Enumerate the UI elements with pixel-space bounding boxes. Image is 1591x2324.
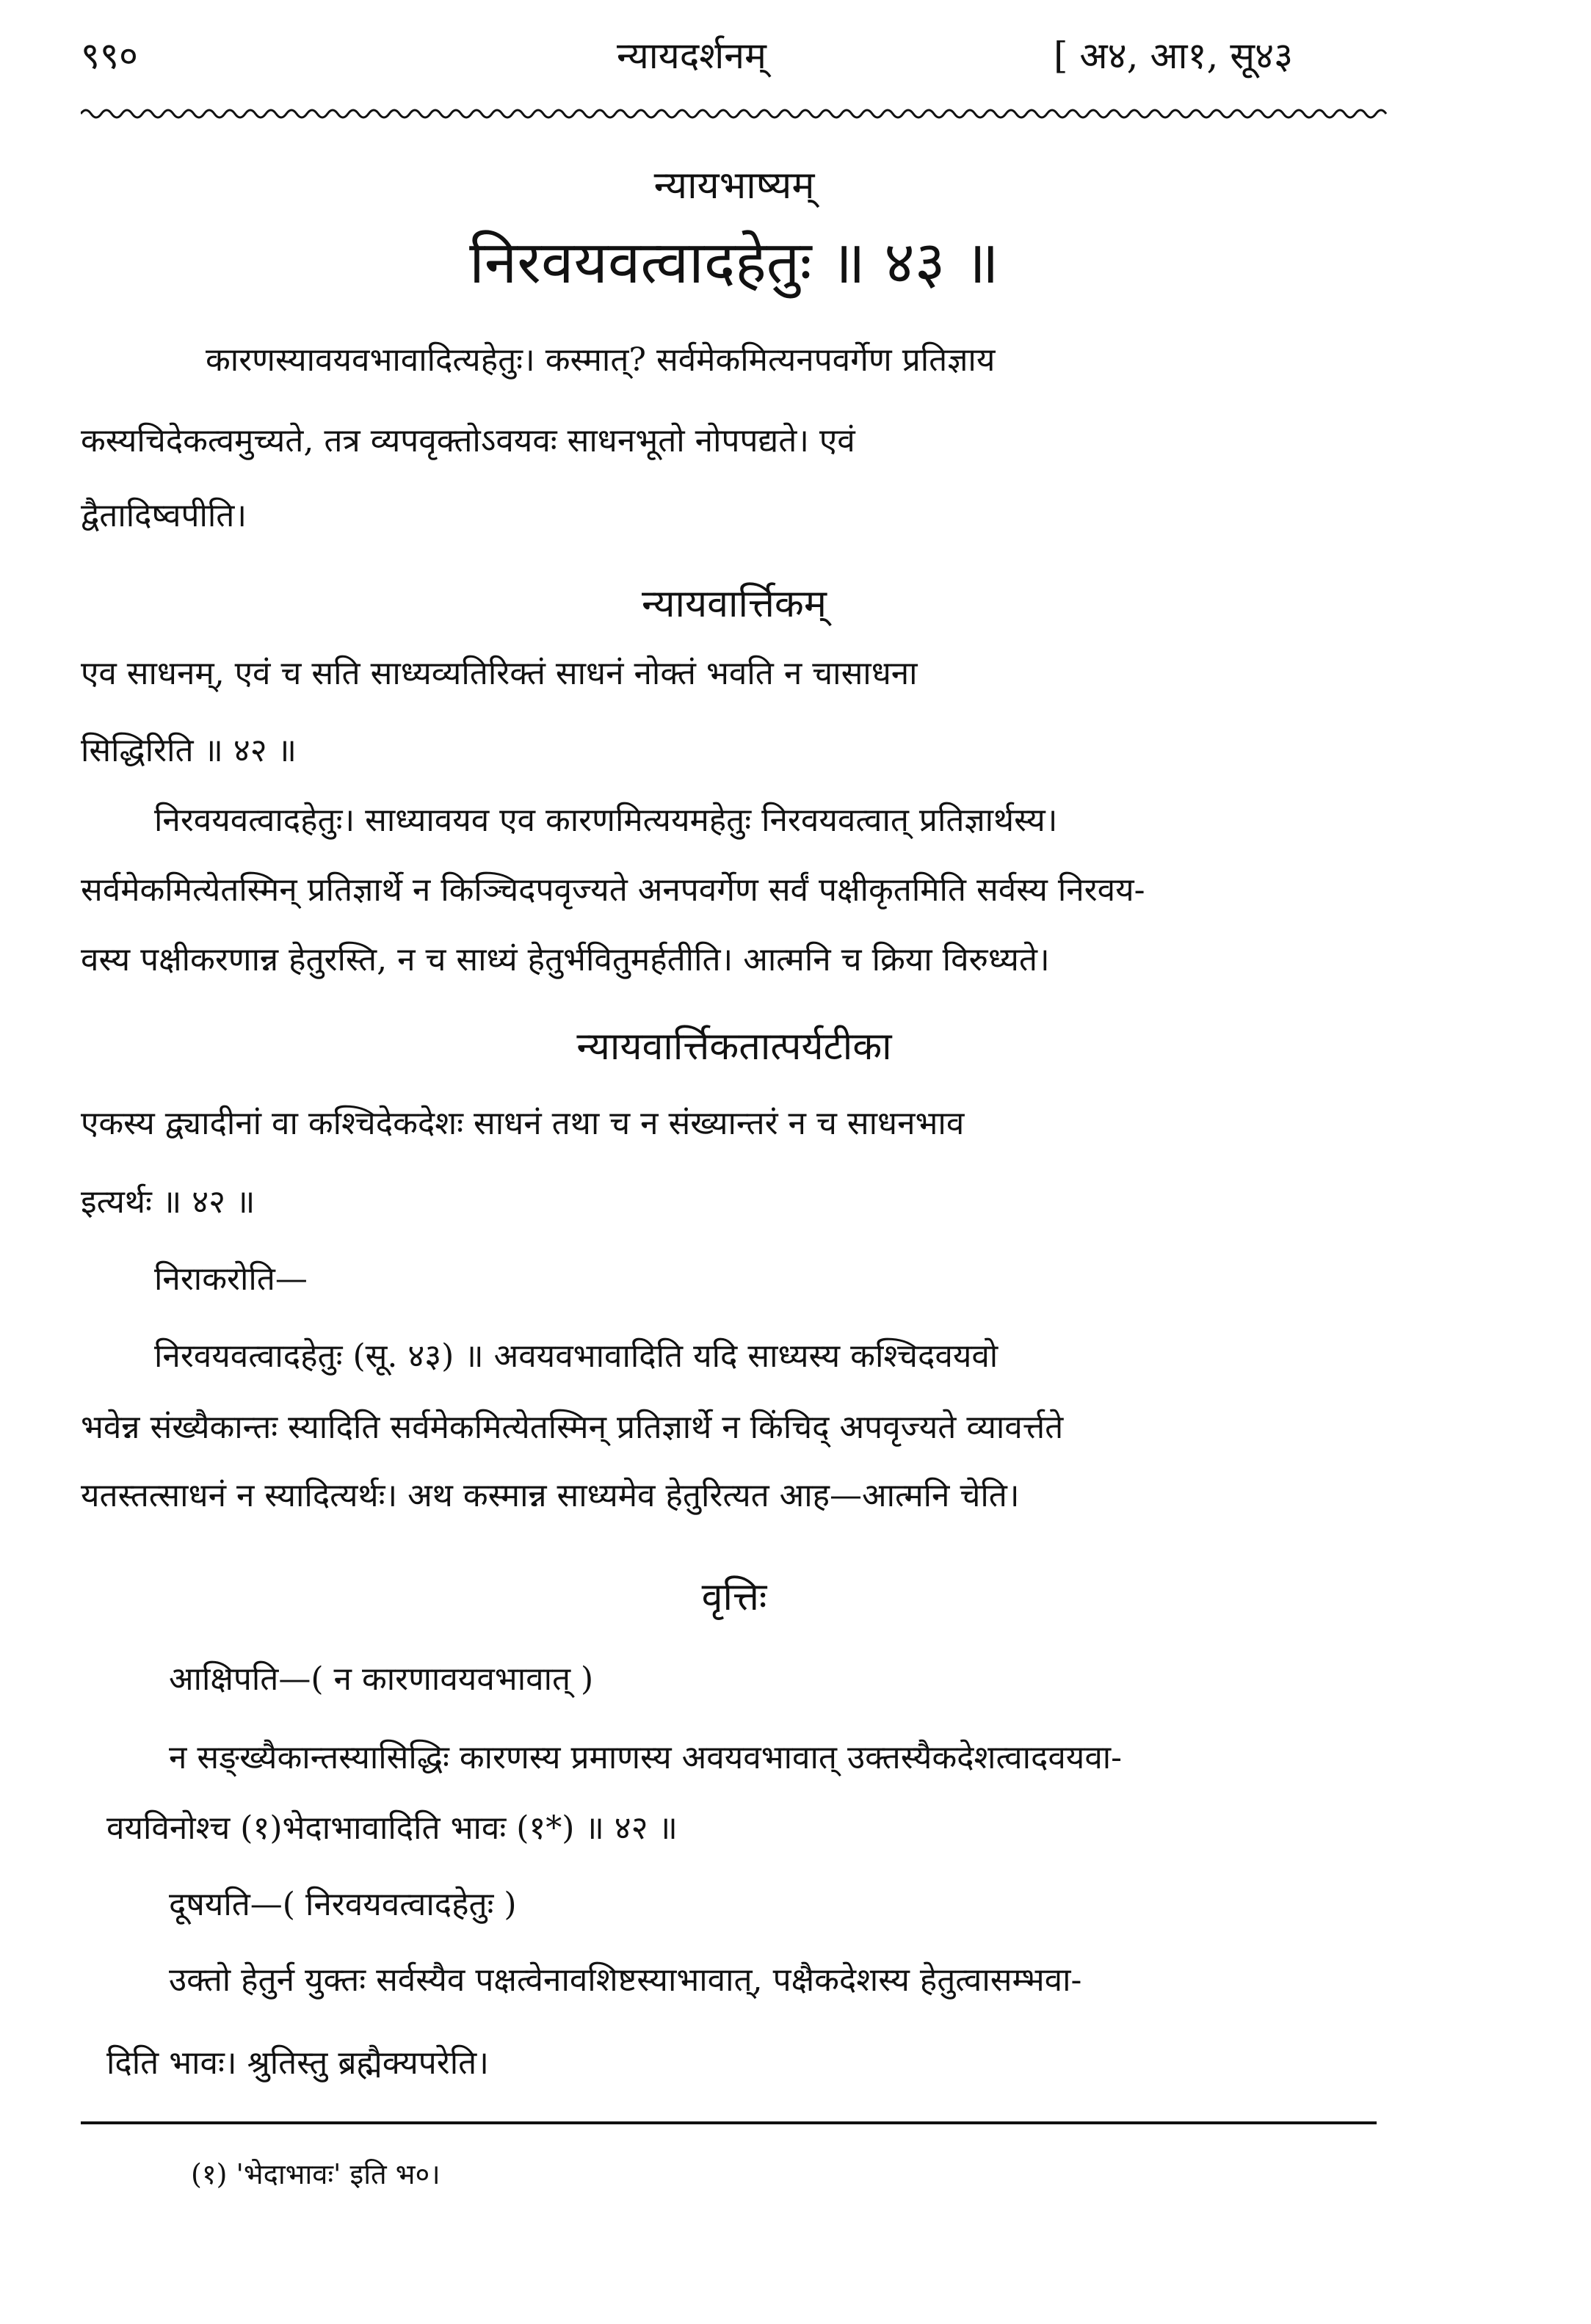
- vartika-line-4: सर्वमेकमित्येतस्मिन् प्रतिज्ञार्थे न किञ्चिदपवृज्यते अनपवर्गेण सर्वं पक्षीकृतमिति सर्वस्य निरवय-: [81, 871, 1145, 909]
- vritti-line-5: उक्तो हेतुर्न युक्तः सर्वस्यैव पक्षत्वेनावशिष्टस्याभावात्, पक्षैकदेशस्य हेतुत्वासम्भवा-: [169, 1961, 1082, 1999]
- vartika-line-3: निरवयवत्वादहेतुः। साध्यावयव एव कारणमित्ययमहेतुः निरवयवत्वात् प्रतिज्ञार्थस्य।: [154, 802, 1058, 839]
- bhashya-line-3: द्वैतादिष्वपीति।: [81, 497, 247, 534]
- bhashya-line-2: कस्यचिदेकत्वमुच्यते, तत्र व्यपवृक्तोऽवयवः साधनभूतो नोपपद्यते। एवं: [81, 422, 855, 460]
- vritti-line-4: दूषयति—( निरवयवत्वादहेतुः ): [169, 1886, 517, 1923]
- section-heading-tika: न्यायवार्त्तिकतात्पर्यटीका: [576, 1025, 892, 1069]
- bhashya-line-1: कारणस्यावयवभावादित्यहेतुः। कस्मात्? सर्वमेकमित्यनपवर्गेण प्रतिज्ञाय: [206, 341, 996, 379]
- tika-line-1: एकस्य द्व्यादीनां वा कश्चिदेकदेशः साधनं तथा च न संख्यान्तरं न च साधनभाव: [81, 1105, 965, 1142]
- vartika-line-2: सिद्धिरिति ॥ ४२ ॥: [81, 732, 297, 769]
- vritti-line-6: दिति भावः। श्रुतिस्तु ब्रह्मैक्यपरेति।: [106, 2044, 489, 2082]
- tika-line-6: यतस्तत्साधनं न स्यादित्यर्थः। अथ कस्मान्न साध्यमेव हेतुरित्यत आह—आत्मनि चेति।: [81, 1477, 1020, 1514]
- wavy-header-rule: [81, 103, 1388, 125]
- page-number: ९९०: [81, 35, 138, 77]
- tika-line-4: निरवयवत्वादहेतुः (सू. ४३) ॥ अवयवभावादिति यदि साध्यस्य कश्चिदवयवो: [154, 1337, 999, 1375]
- sutra-43: निरवयवत्वादहेतुः ॥ ४३ ॥: [469, 228, 999, 297]
- section-heading-vartika: न्यायवार्त्तिकम्: [642, 582, 827, 626]
- vritti-line-1: आक्षिपति—( न कारणावयवभावात् ): [169, 1660, 594, 1698]
- running-title: न्यायदर्शनम्: [617, 35, 766, 77]
- footnote-rule: [81, 2121, 1377, 2124]
- vartika-line-1: एव साधनम्, एवं च सति साध्यव्यतिरिक्तं साधनं नोक्तं भवति न चासाधना: [81, 655, 918, 692]
- tika-line-2: इत्यर्थः ॥ ४२ ॥: [81, 1183, 255, 1221]
- footnote: (१) 'भेदाभावः' इति भ०।: [191, 2158, 441, 2190]
- vritti-line-3: वयविनोश्च (१)भेदाभावादिति भावः (१*) ॥ ४२ ॥: [106, 1809, 678, 1847]
- vartika-line-5: वस्य पक्षीकरणान्न हेतुरस्ति, न च साध्यं हेतुर्भवितुमर्हतीति। आत्मनि च क्रिया विरुध्यते।: [81, 941, 1050, 978]
- tika-line-3: निराकरोति—: [154, 1260, 308, 1298]
- section-heading-vritti: वृत्तिः: [701, 1575, 767, 1619]
- vritti-line-2: न सङ्ख्यैकान्तस्यासिद्धिः कारणस्य प्रमाणस्य अवयवभावात् उक्तस्यैकदेशत्वादवयवा-: [169, 1739, 1123, 1776]
- tika-line-5: भवेन्न संख्यैकान्तः स्यादिति सर्वमेकमित्येतस्मिन् प्रतिज्ञार्थे न किंचिद् अपवृज्यते व्यावर्त्तते: [81, 1409, 1064, 1446]
- chapter-reference: [ अ४, आ१, सू४३: [1054, 35, 1294, 77]
- section-heading-bhashya: न्यायभाष्यम्: [653, 164, 815, 208]
